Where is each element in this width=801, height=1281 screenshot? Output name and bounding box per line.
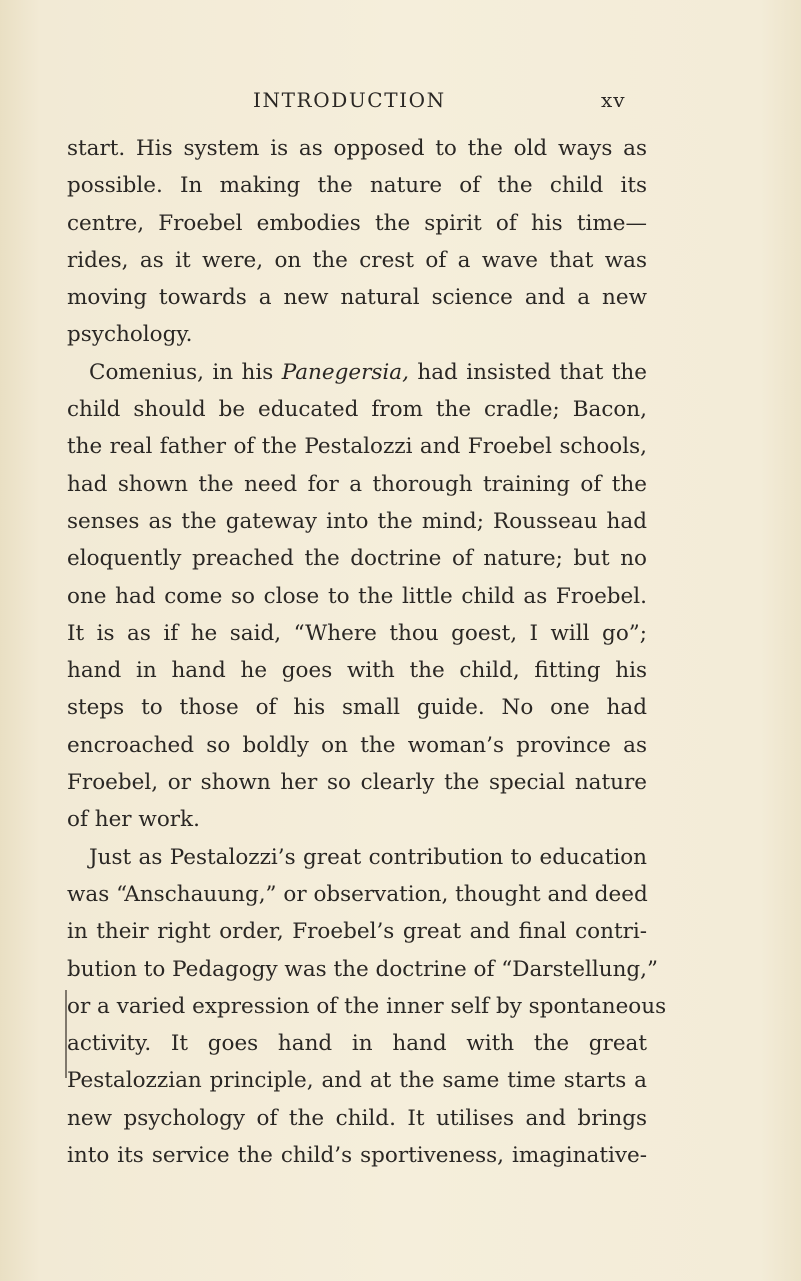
text-line: hand in hand he goes with the child, fitting his [67,658,647,684]
running-title: INTRODUCTION [253,88,446,112]
text-line: eloquently preached the doctrine of nature; but no [67,546,647,572]
body-text [67,130,667,1174]
text-line: senses as the gateway into the mind; Rousseau had [67,508,647,534]
text-span: had insisted that the [408,359,647,385]
text-line: steps to those of his small guide. No one had [67,695,647,721]
text-span: Comenius, in his [89,359,282,385]
text-line: moving towards a new natural science and a new [67,285,647,311]
text-line: start. His system is as opposed to the old ways as [67,136,647,161]
text-line: It is as if he said, “Where thou goest, I will go”; [67,620,647,646]
text-line: child should be educated from the cradle; Bacon, [67,397,647,423]
italic-title: Panegersia, [281,359,409,385]
text-line: one had come so close to the little child as Froebel. [67,583,647,609]
text-line: rides, as it were, on the crest of a wave that was [67,247,647,273]
text-line: in their right order, Froebel’s great and final contri- [67,919,647,945]
text-line: possible. In making the nature of the child its [67,173,647,199]
text-line: psychology. [67,322,193,348]
running-head [0,86,801,114]
text-line: into its service the child’s sportiveness, imaginative- [67,1143,647,1169]
text-line: bution to Pedagogy was the doctrine of “Darstellung,” [67,956,658,982]
text-line: centre, Froebel embodies the spirit of his time— [67,210,647,236]
text-line: had shown the need for a thorough training of the [67,471,647,497]
text-line: Just as Pestalozzi’s great contribution to education [89,844,647,870]
text-line: the real father of the Pestalozzi and Froebel schools, [67,434,647,460]
text-line: encroached so boldly on the woman’s province as [67,732,647,758]
text-line: of her work. [67,807,200,833]
text-line: activity. It goes hand in hand with the great [67,1031,647,1057]
text-line: Froebel, or shown her so clearly the special nature [67,770,647,796]
text-line [67,354,647,391]
text-line: new psychology of the child. It utilises and brings [67,1105,647,1131]
text-line: or a varied expression of the inner self by spontaneous [67,993,667,1019]
text-line: was “Anschauung,” or observation, thought and deed [67,881,648,907]
page-number: xv [601,88,626,112]
text-line: Pestalozzian principle, and at the same time starts a [67,1068,647,1094]
